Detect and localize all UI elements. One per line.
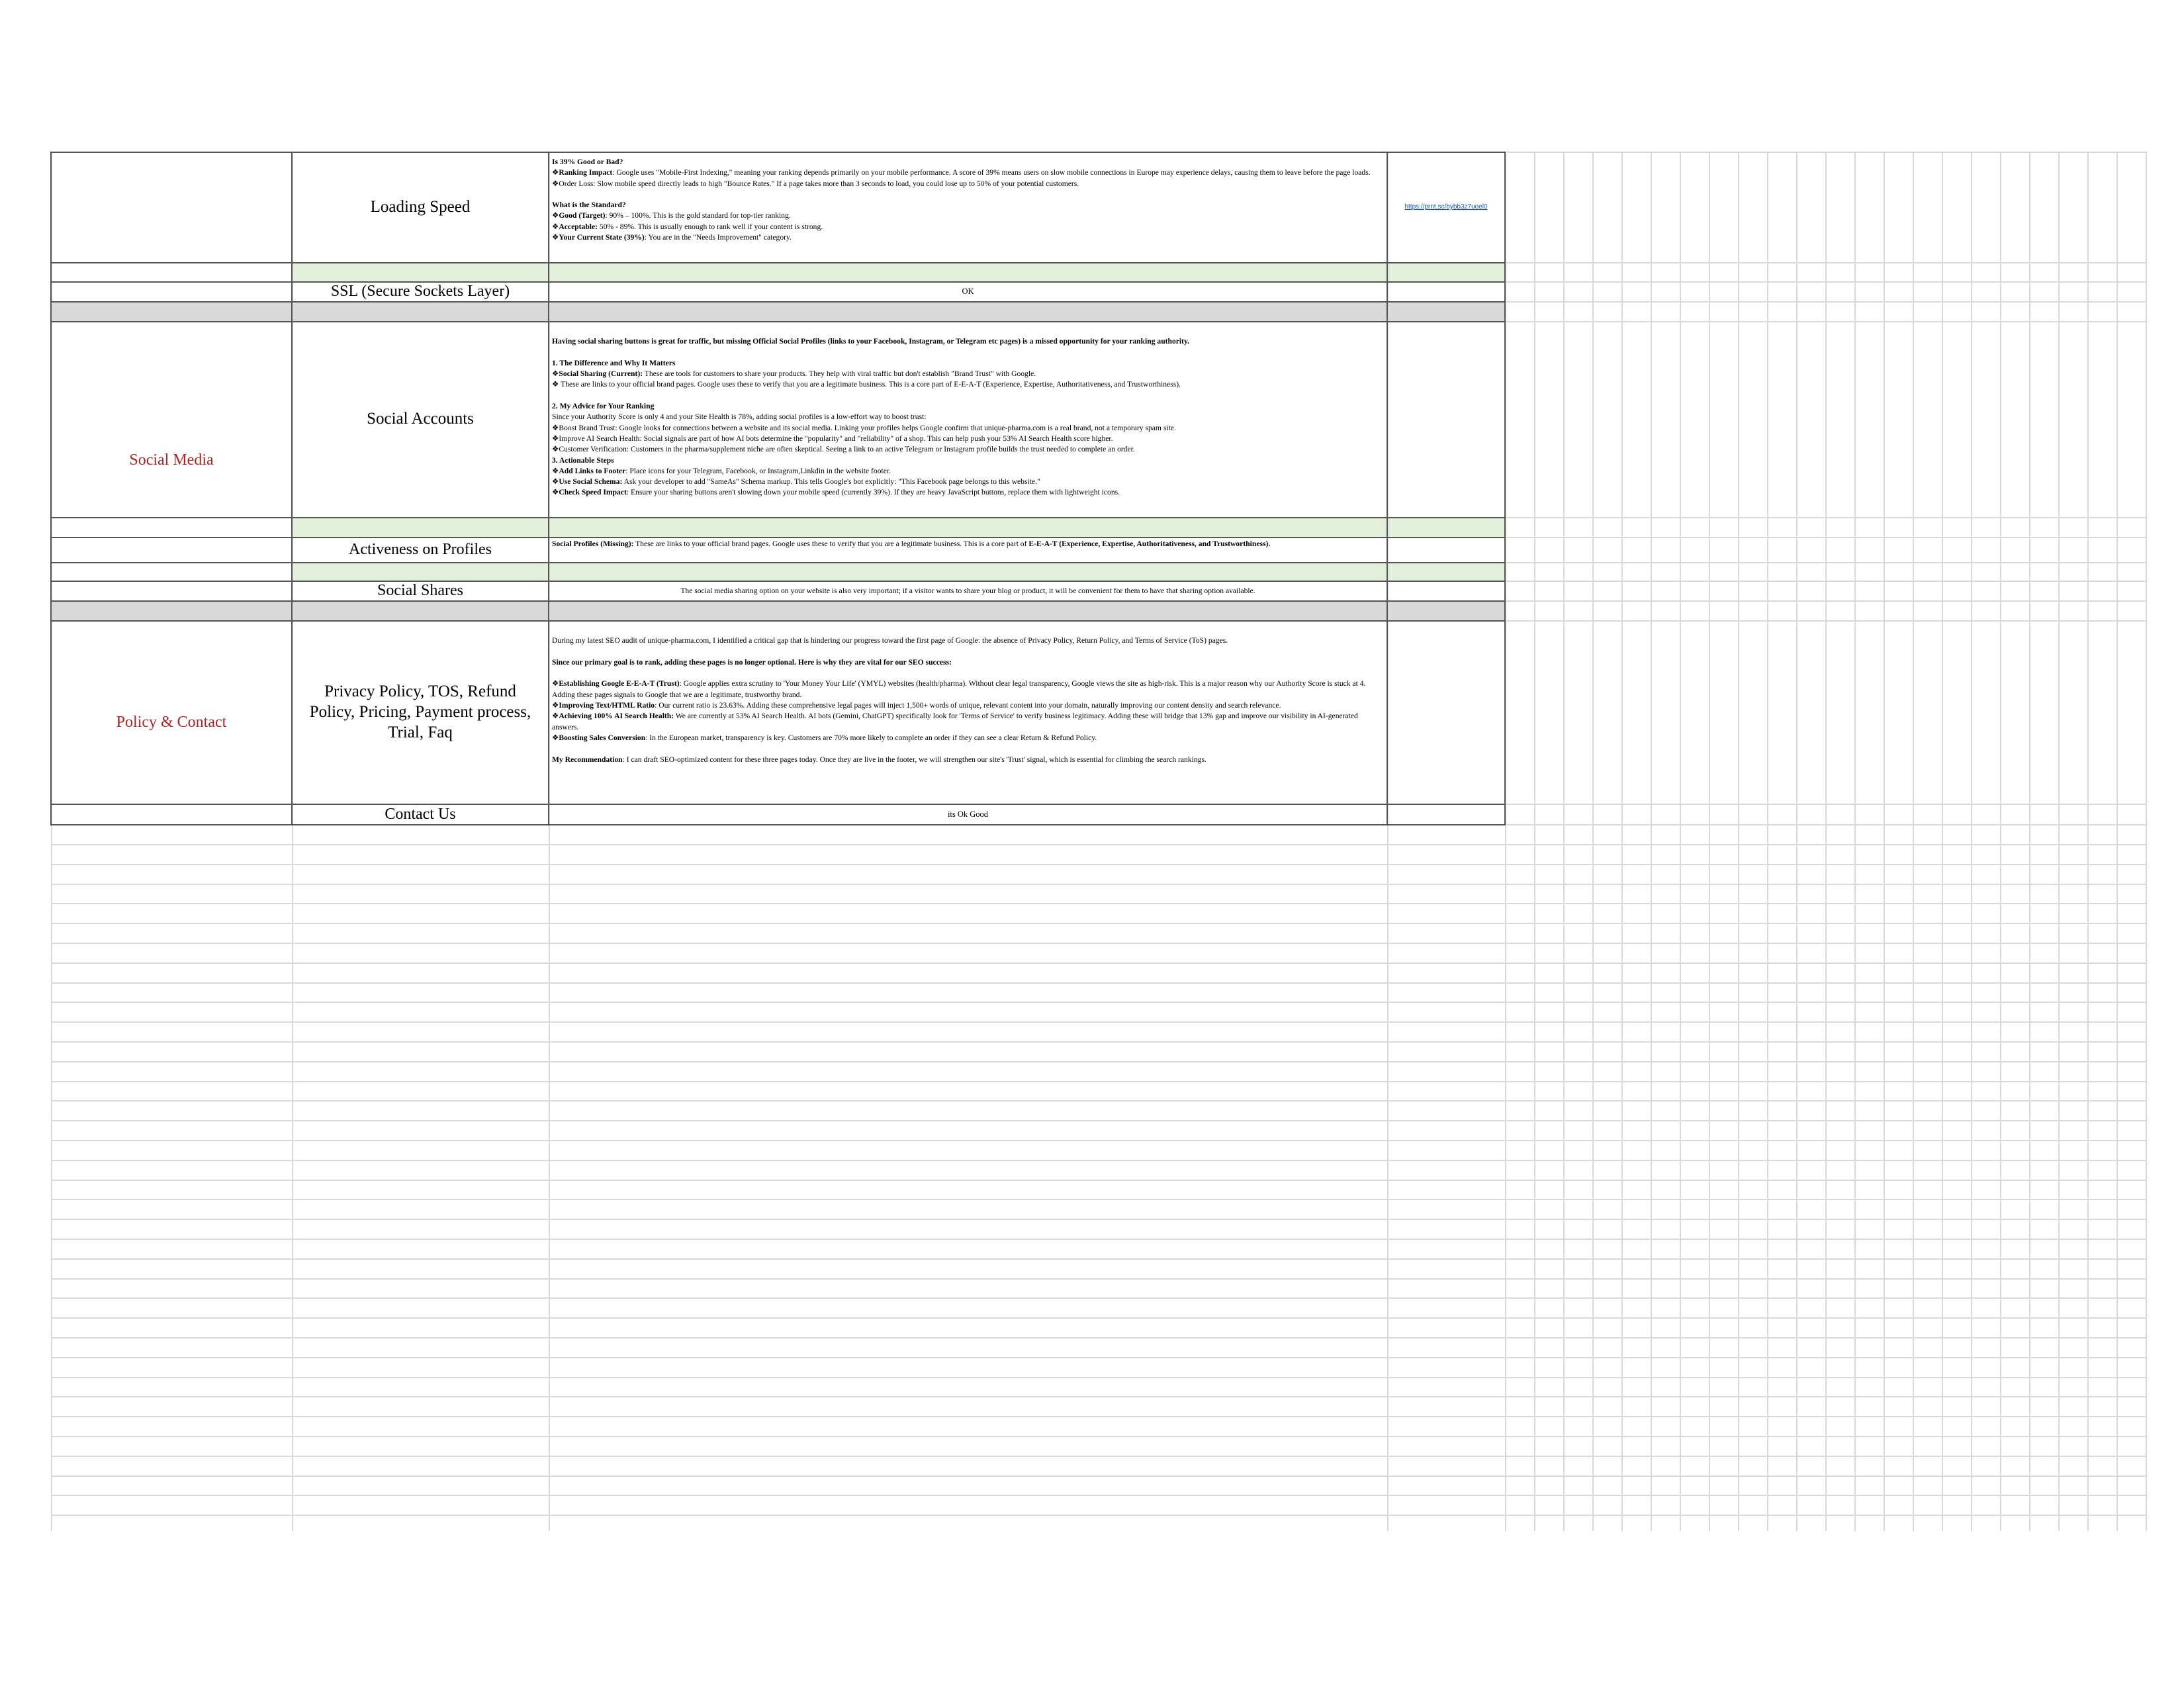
policy-contact-category: Policy & Contact (116, 713, 227, 731)
grid-hline (51, 962, 2146, 964)
grid-hline (51, 1081, 2146, 1082)
grid-vline (1913, 152, 1914, 1531)
gray-separator-row (51, 600, 1505, 620)
note-line (552, 444, 1384, 455)
text-run: : 90% – 100%. This is the gold standard for top-tier ranking. (605, 211, 791, 220)
grid-vline (1884, 152, 1885, 1531)
loading-speed-label: Loading Speed (370, 197, 471, 216)
grid-vline (1592, 152, 1594, 1531)
note-line (552, 668, 1384, 679)
bold-text: Ranking Impact (559, 168, 613, 177)
bold-text: My Recommendation (552, 755, 623, 764)
note-line (552, 179, 1384, 189)
grid-vline (2029, 152, 2030, 1531)
bold-text: Use Social Schema: (559, 477, 623, 487)
grid-hline (51, 1456, 2146, 1457)
text-run: ❖ (552, 679, 559, 688)
bold-text: Achieving 100% AI Search Health: (559, 712, 674, 721)
text-run: These are links to your official brand pages. Google uses these to verify that you are a legitimate business. This is a core part of (633, 539, 1029, 548)
note-line (552, 679, 1384, 700)
gray-separator-row (51, 301, 1505, 321)
text-run: : Ensure your sharing buttons aren't slowing down your mobile speed (currently 39%). If they are heavy JavaScript buttons, replace them with lightweight icons. (626, 488, 1120, 497)
grid-hline (51, 1357, 2146, 1358)
policy-label: Privacy Policy, TOS, Refund Policy, Pricing, Payment process, Trial, Faq (309, 682, 531, 742)
text-run: : Google applies extra scrutiny to 'Your Money Your Life' (YMYL) websites (health/pharma). Without clear legal transparency, Google views the site as high-risk. This is a major reason why our Authority Score is stuck at 4. Adding these pages signals to Google that we are a legitimate, trustworthy brand. (552, 679, 1366, 699)
note-line (552, 211, 1384, 221)
note-line (552, 487, 1384, 498)
text-run: We are currently at 53% AI Search Health. AI bots (Gemini, ChatGPT) specifically look for 'Terms of Service' to verify business legitimacy. Adding these will bridge that 13% gap and improve our visibility in AI-generated answers. (552, 712, 1358, 731)
grid-vline (2058, 152, 2060, 1531)
note-line (552, 743, 1384, 754)
grid-hline (51, 844, 2146, 845)
text-run: : In the European market, transparency is key. Customers are 70% more likely to complete an order if they can see a clear Return & Refund Policy. (645, 733, 1097, 742)
grid-hline (51, 1120, 2146, 1121)
note-line (552, 189, 1384, 200)
grid-hline (51, 1297, 2146, 1299)
bold-text: What is the Standard? (552, 201, 626, 210)
note-line (552, 232, 1384, 243)
grid-hline (51, 1021, 2146, 1023)
grid-vline (1767, 152, 1768, 1531)
contact-status: its Ok Good (947, 809, 989, 819)
bold-text: Check Speed Impact (559, 488, 627, 497)
note-line (552, 711, 1384, 733)
note-line (552, 336, 1384, 347)
grid-hline (51, 1140, 2146, 1141)
grid-hline (51, 1436, 2146, 1437)
green-spacer-row (292, 562, 1505, 581)
grid-hline (51, 864, 2146, 865)
social-accounts-label: Social Accounts (367, 410, 474, 428)
social-shares-label: Social Shares (377, 582, 463, 599)
grid-hline (51, 1278, 2146, 1280)
bold-text: Boosting Sales Conversion (559, 733, 646, 742)
loading-speed-notes (549, 152, 1387, 262)
border-hline (50, 301, 1506, 303)
text-run: ❖Order Loss: Slow mobile speed directly leads to high "Bounce Rates." If a page takes more than 3 seconds to load, you could lose up to 50% of your potential customers. (552, 179, 1079, 188)
border-hline (50, 824, 1506, 825)
text-run: ❖Customer Verification: Customers in the pharma/supplement niche are often skeptical. Seeing a link to an active Telegram or Instagram profile builds the trust needed to complete an order. (552, 445, 1135, 454)
note-line (552, 700, 1384, 711)
grid-hline (51, 903, 2146, 904)
bold-text: Good (Target) (559, 211, 606, 220)
bold-text: Add Links to Footer (559, 466, 626, 475)
grid-hline (51, 1317, 2146, 1319)
grid-vline (1942, 152, 1943, 1531)
bold-text: 2. My Advice for Your Ranking (552, 402, 655, 411)
note-line (552, 466, 1384, 477)
grid-hline (51, 1396, 2146, 1397)
note-line (552, 369, 1384, 379)
grid-vline (1621, 152, 1623, 1531)
activeness-label: Activeness on Profiles (349, 541, 492, 558)
border-hline (50, 600, 1506, 602)
grid-hline (51, 884, 2146, 885)
grid-hline (51, 1219, 2146, 1220)
grid-vline (1680, 152, 1681, 1531)
text-run: Since your Authority Score is only 4 and your Site Health is 78%, adding social profiles is a low-effort way to boost trust: (552, 412, 927, 422)
screenshot-link[interactable]: https://prnt.sc/bybb3z7uoel0 (1404, 203, 1488, 211)
green-spacer-row (292, 262, 1505, 281)
note-line (552, 647, 1384, 657)
grid-vline (1738, 152, 1739, 1531)
bold-text: 3. Actionable Steps (552, 455, 614, 465)
text-run: ❖Improve AI Search Health: Social signals are part of how AI bots determine the "popularity" and "reliability" of a shop. This can help push your 53% AI Search Health score higher. (552, 434, 1113, 443)
grid-hline (51, 1258, 2146, 1260)
note-line (552, 167, 1384, 178)
grid-hline (51, 1495, 2146, 1496)
note-line (552, 401, 1384, 412)
grid-vline (2116, 152, 2118, 1531)
bold-text: Acceptable: (559, 222, 598, 231)
bold-text: Social Sharing (Current): (559, 369, 643, 379)
bold-text: Is 39% Good or Bad? (552, 158, 623, 166)
social-accounts-notes (549, 321, 1387, 517)
text-run: During my latest SEO audit of unique-pharma.com, I identified a critical gap that is hindering our progress toward the first page of Google: the absence of Privacy Policy, Return Policy, and Terms of Service (ToS) pages. (552, 636, 1228, 645)
grid-hline (51, 1100, 2146, 1102)
grid-vline (2000, 152, 2001, 1531)
text-run: : Place icons for your Telegram, Facebook, or Instagram,Linkdin in the website footer. (625, 466, 891, 475)
note-line (552, 222, 1384, 232)
note-line (552, 635, 1384, 646)
text-run: : You are in the "Needs Improvement" category. (644, 233, 792, 242)
note-line (552, 434, 1384, 444)
grid-vline (1651, 152, 1652, 1531)
text-run: 50% - 89%. This is usually enough to rank well if your content is strong. (598, 222, 823, 231)
grid-hline (51, 1160, 2146, 1161)
grid-vline (1534, 152, 1535, 1531)
text-run: : I can draft SEO-optimized content for these three pages today. Once they are live in the footer, we will strengthen our site's 'Trust' signal, which is essential for climbing the search rankings. (622, 755, 1206, 764)
bold-text: Establishing Google E-E-A-T (Trust) (559, 679, 680, 688)
grid-hline (51, 1239, 2146, 1240)
grid-hline (51, 1416, 2146, 1417)
grid-vline (1796, 152, 1797, 1531)
grid-hline (51, 1199, 2146, 1200)
note-line (552, 455, 1384, 466)
note-line (552, 477, 1384, 487)
ssl-status: OK (962, 286, 974, 296)
bold-text: Your Current State (39%) (559, 233, 645, 242)
grid-vline (1563, 152, 1565, 1531)
bold-text: Since our primary goal is to rank, adding these pages is no longer optional. Here is why they are vital for our SEO success: (552, 657, 952, 667)
grid-hline (51, 943, 2146, 944)
grid-vline (2146, 152, 2147, 1531)
note-line (552, 423, 1384, 434)
text-run: ❖ (552, 211, 559, 220)
grid-vline (1854, 152, 1856, 1531)
note-line (552, 755, 1384, 765)
grid-hline (51, 1515, 2146, 1516)
text-run: ❖ These are links to your official brand pages. Google uses these to verify that you are a legitimate business. This is a core part of E-E-A-T (Experience, Expertise, Authoritativeness, and Trustworthiness). (552, 380, 1181, 389)
green-spacer-row (292, 517, 1505, 537)
text-run: ❖ (552, 233, 559, 242)
text-run: ❖ (552, 712, 559, 721)
grid-hline (51, 1337, 2146, 1338)
social-media-category: Social Media (129, 451, 214, 469)
text-run: : Google uses "Mobile-First Indexing," meaning your ranking depends primarily on your mobile performance. A score of 39% means users on slow mobile connections in Europe may experience delays, causing them to leave before the page loads. (612, 168, 1371, 177)
note-line (552, 657, 1384, 668)
text-run: ❖ (552, 168, 559, 177)
text-run: These are tools for customers to share your products. They help with viral traffic but don't establish "Brand Trust" with Google. (643, 369, 1036, 379)
contact-label: Contact Us (385, 806, 456, 823)
grid-hline (51, 1061, 2146, 1062)
note-line (552, 391, 1384, 401)
note-line (552, 733, 1384, 743)
bold-text: Social Profiles (Missing): (552, 539, 634, 548)
bold-text: E-E-A-T (Experience, Expertise, Authoritativeness, and Trustworthiness). (1028, 539, 1271, 548)
text-run: ❖ (552, 488, 559, 497)
text-run: Ask your developer to add "SameAs" Schema markup. This tells Google's bot explicitly: "This Facebook page belongs to this website." (622, 477, 1040, 487)
grid-hline (51, 1180, 2146, 1181)
grid-hline (51, 1377, 2146, 1378)
text-run: ❖ (552, 222, 559, 231)
grid-hline (51, 982, 2146, 984)
grid-vline (1971, 152, 1972, 1531)
ssl-label: SSL (Secure Sockets Layer) (330, 283, 510, 300)
grid-hline (51, 923, 2146, 924)
text-run: ❖ (552, 733, 559, 742)
grid-hline (51, 1476, 2146, 1477)
bold-text: Having social sharing buttons is great for traffic, but missing Official Social Profiles (links to your Facebook, Instagram, or Telegram etc pages) is a missed opportunity for your ranking authority. (552, 337, 1190, 346)
note-line (552, 326, 1384, 336)
text-run: ❖ (552, 477, 559, 487)
text-run: ❖Boost Brand Trust: Google looks for connections between a website and its social media. Linking your profiles helps Google confirm that unique-pharma.com is a real brand, not a temporary spam site. (552, 423, 1176, 432)
bold-text: 1. The Difference and Why It Matters (552, 358, 676, 367)
note-line (552, 539, 1384, 549)
activeness-notes (549, 537, 1387, 562)
grid-vline (1825, 152, 1827, 1531)
text-run: ❖ (552, 466, 559, 475)
social-shares-notes: The social media sharing option on your website is also very important; if a visitor wants to share your blog or product, it will be convenient for them to have that sharing option available. (680, 586, 1255, 595)
note-line (552, 200, 1384, 211)
grid-hline (51, 1002, 2146, 1003)
note-line (552, 625, 1384, 635)
bold-text: Improving Text/HTML Ratio (559, 701, 655, 710)
text-run: ❖ (552, 369, 559, 379)
note-line (552, 412, 1384, 422)
grid-vline (2087, 152, 2089, 1531)
border-hline (50, 262, 1506, 263)
note-line (552, 348, 1384, 358)
note-line (552, 358, 1384, 369)
text-run: : Our current ratio is 23.63%. Adding these comprehensive legal pages will inject 1,500+ words of unique, relevant content into your domain, naturally improving our content density and search relevance. (655, 701, 1281, 710)
loading-speed-screenshot-link[interactable] (1387, 152, 1505, 262)
note-line (552, 157, 1384, 167)
note-line (552, 379, 1384, 390)
grid-vline (1709, 152, 1710, 1531)
grid-hline (51, 1041, 2146, 1043)
text-run: ❖ (552, 701, 559, 710)
policy-notes (549, 620, 1387, 804)
